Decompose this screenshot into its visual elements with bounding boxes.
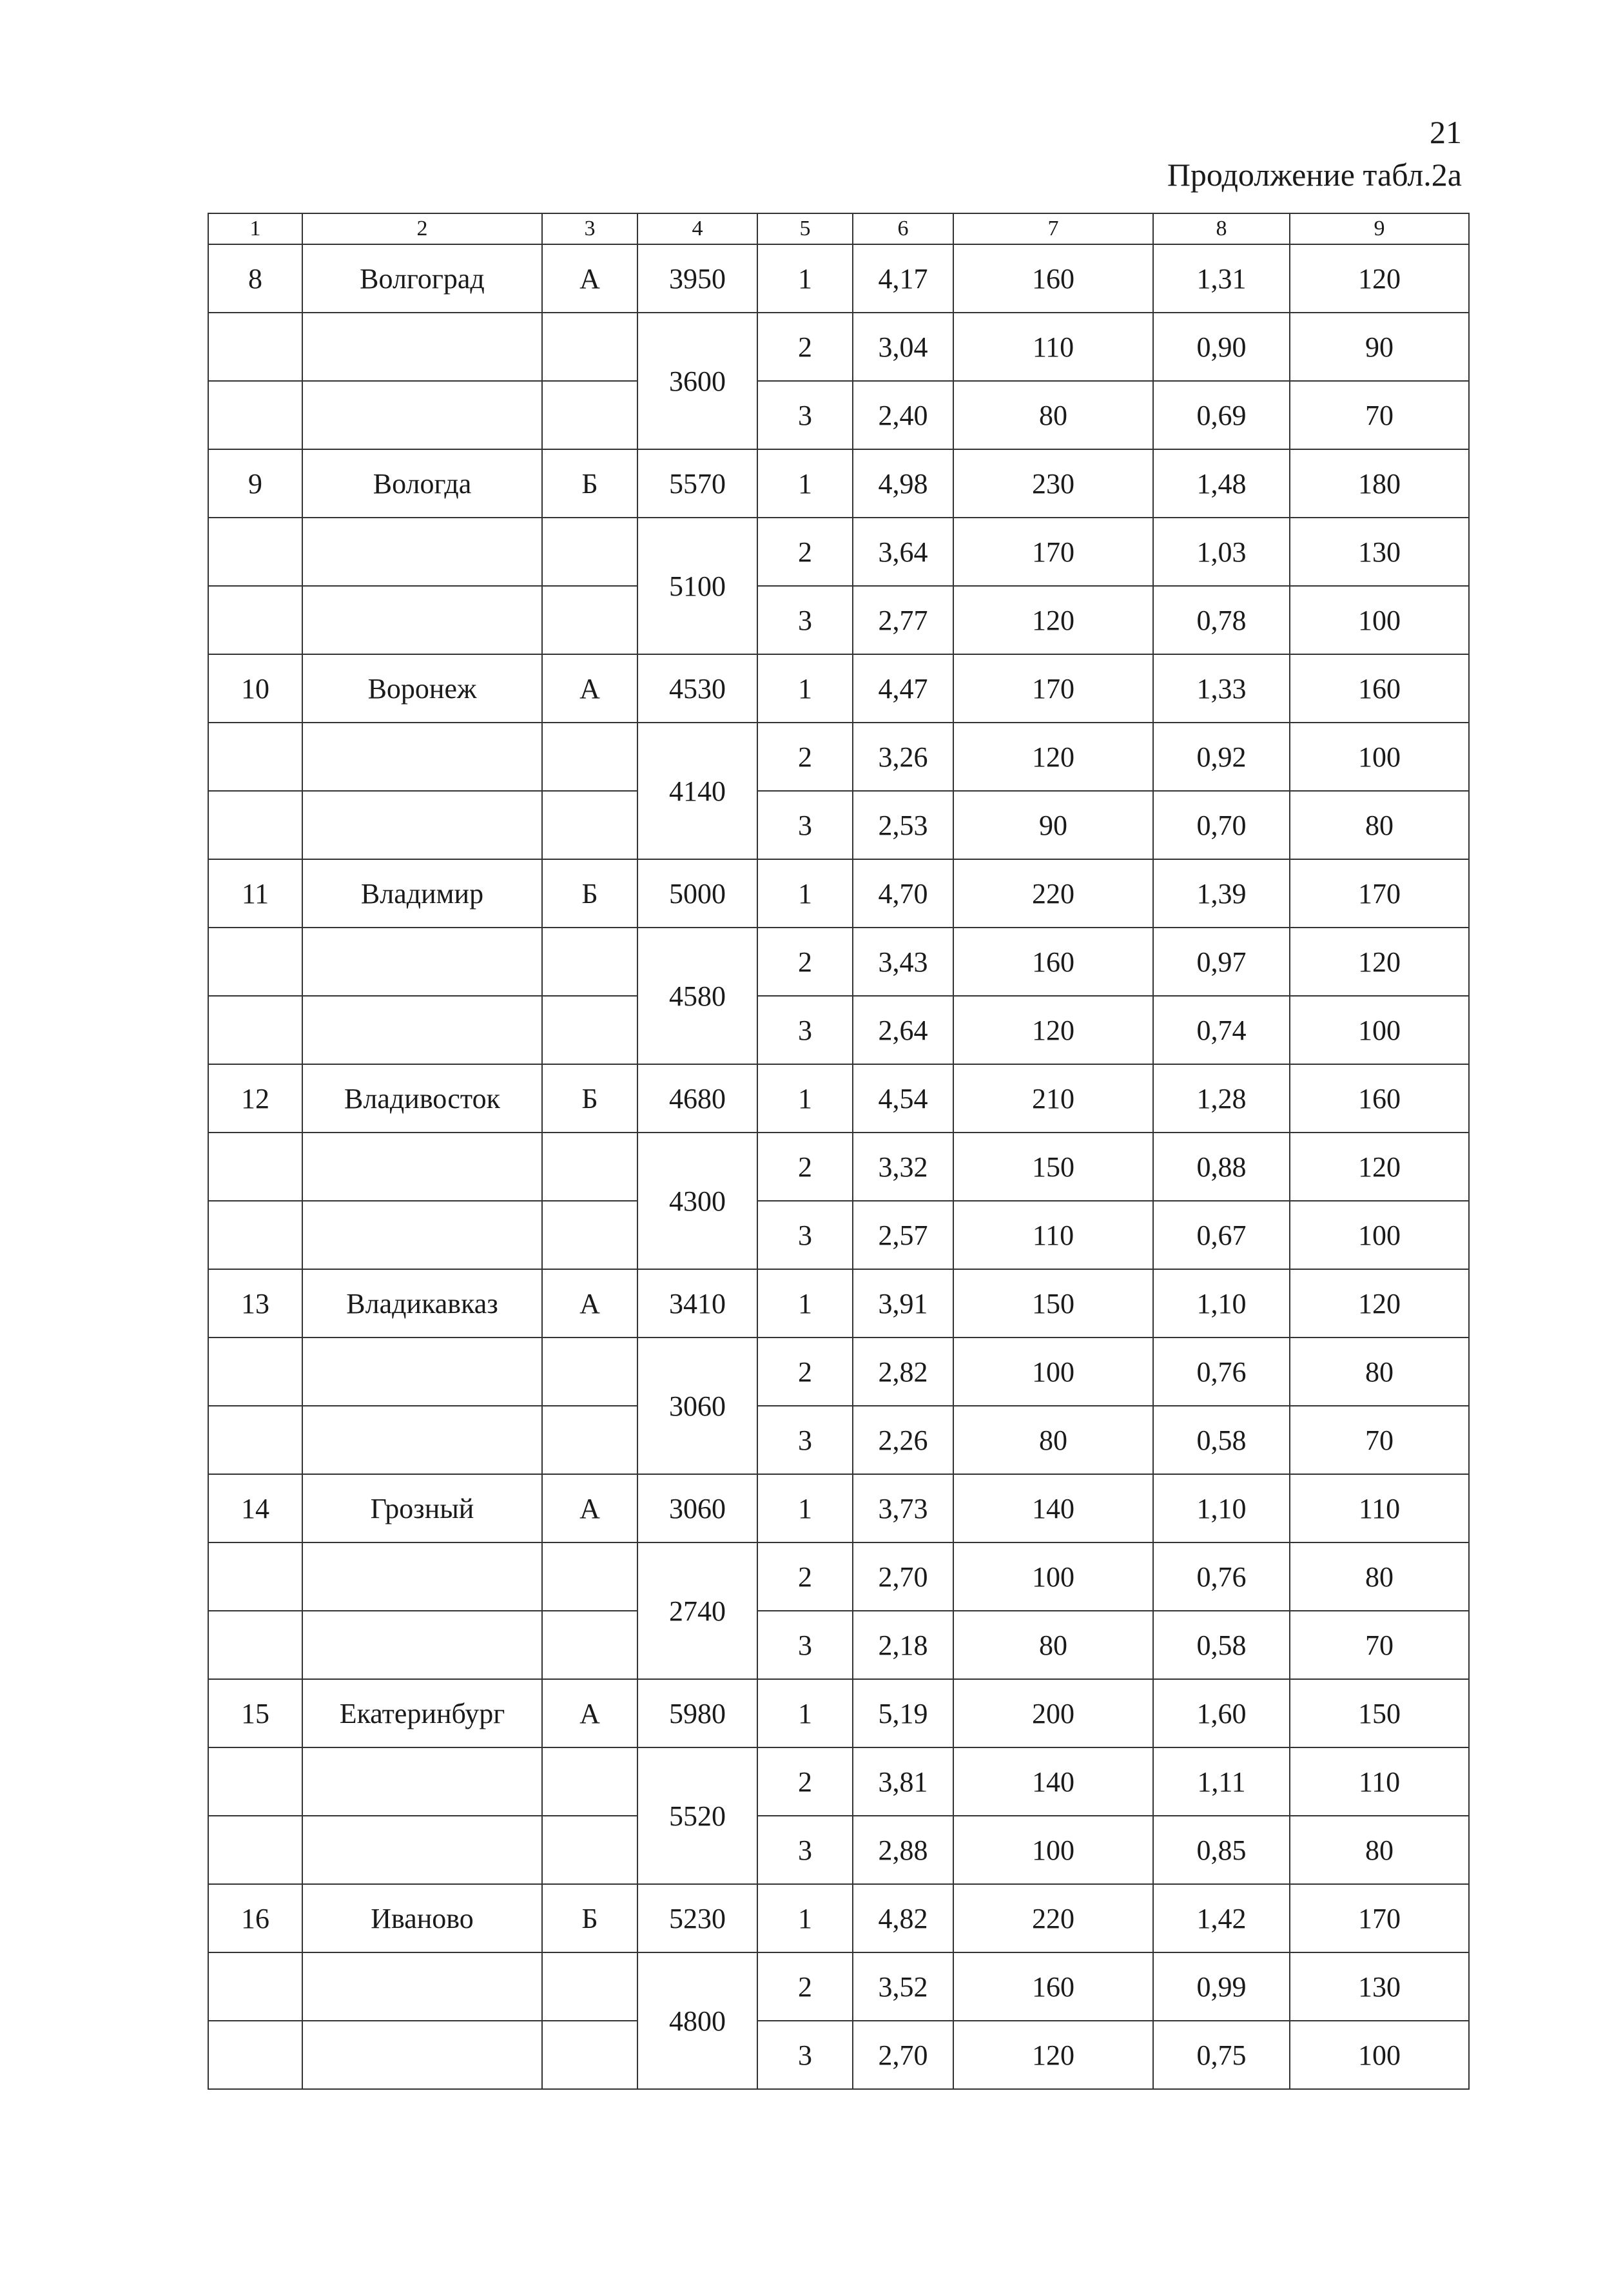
value-c5-cell: 1 (757, 1474, 853, 1542)
column-number-1: 1 (208, 213, 302, 244)
value-c6-cell: 2,53 (853, 791, 953, 859)
table-row (208, 1133, 1469, 1201)
city-cell: Владивосток (302, 1064, 542, 1133)
value-c7-cell: 90 (953, 791, 1153, 859)
value-c8-cell: 1,42 (1153, 1884, 1290, 1952)
value-c7-cell: 170 (953, 518, 1153, 586)
value-c8-cell: 1,11 (1153, 1747, 1290, 1816)
table-row (208, 1679, 1469, 1747)
value-c6-cell: 2,18 (853, 1611, 953, 1679)
value-c7-cell: 170 (953, 654, 1153, 723)
empty-cell (302, 2021, 542, 2089)
empty-cell (542, 1406, 637, 1474)
column-number-2: 2 (302, 213, 542, 244)
value-c6-cell: 2,70 (853, 2021, 953, 2089)
value-c6-cell: 3,43 (853, 928, 953, 996)
value-c7-cell: 100 (953, 1542, 1153, 1611)
empty-cell (542, 1542, 637, 1611)
table-row (208, 1406, 1469, 1474)
value-col4-cell: 5230 (637, 1884, 757, 1952)
empty-cell (208, 313, 302, 381)
value-c7-cell: 230 (953, 449, 1153, 518)
value-c5-cell: 3 (757, 791, 853, 859)
value-c6-cell: 4,54 (853, 1064, 953, 1133)
row-number-cell: 15 (208, 1679, 302, 1747)
value-c9-cell: 100 (1290, 723, 1469, 791)
row-number-cell: 14 (208, 1474, 302, 1542)
value-c9-cell: 100 (1290, 586, 1469, 654)
empty-cell (302, 313, 542, 381)
value-c6-cell: 5,19 (853, 1679, 953, 1747)
value-c5-cell: 3 (757, 381, 853, 449)
value-c5-cell: 1 (757, 1679, 853, 1747)
value-c8-cell: 0,97 (1153, 928, 1290, 996)
value-c9-cell: 150 (1290, 1679, 1469, 1747)
row-number-cell: 11 (208, 859, 302, 928)
value-col4-cell: 5570 (637, 449, 757, 518)
value-col4-merged-cell: 4800 (637, 1952, 757, 2089)
value-c8-cell: 1,03 (1153, 518, 1290, 586)
value-col4-cell: 3950 (637, 244, 757, 313)
value-c9-cell: 130 (1290, 518, 1469, 586)
empty-cell (542, 791, 637, 859)
value-c5-cell: 2 (757, 1542, 853, 1611)
value-c8-cell: 0,90 (1153, 313, 1290, 381)
empty-cell (302, 1542, 542, 1611)
value-c9-cell: 120 (1290, 928, 1469, 996)
value-c8-cell: 0,78 (1153, 586, 1290, 654)
empty-cell (302, 723, 542, 791)
value-c5-cell: 1 (757, 859, 853, 928)
value-c9-cell: 100 (1290, 2021, 1469, 2089)
value-c7-cell: 120 (953, 996, 1153, 1064)
value-c8-cell: 0,70 (1153, 791, 1290, 859)
value-c8-cell: 1,10 (1153, 1269, 1290, 1338)
empty-cell (302, 791, 542, 859)
table-row (208, 1338, 1469, 1406)
value-c8-cell: 1,33 (1153, 654, 1290, 723)
value-c8-cell: 0,85 (1153, 1816, 1290, 1884)
value-c9-cell: 130 (1290, 1952, 1469, 2021)
empty-cell (208, 381, 302, 449)
value-c9-cell: 80 (1290, 1542, 1469, 1611)
value-c5-cell: 3 (757, 1406, 853, 1474)
table-row (208, 1064, 1469, 1133)
data-table (208, 213, 1470, 2090)
empty-cell (302, 928, 542, 996)
value-c7-cell: 120 (953, 723, 1153, 791)
value-c6-cell: 2,77 (853, 586, 953, 654)
value-c7-cell: 80 (953, 381, 1153, 449)
value-c6-cell: 2,70 (853, 1542, 953, 1611)
table-row (208, 654, 1469, 723)
empty-cell (208, 928, 302, 996)
empty-cell (542, 1611, 637, 1679)
column-number-row (208, 213, 1469, 244)
category-cell: А (542, 1679, 637, 1747)
empty-cell (542, 1338, 637, 1406)
column-number-4: 4 (637, 213, 757, 244)
empty-cell (208, 1133, 302, 1201)
value-c9-cell: 90 (1290, 313, 1469, 381)
value-c9-cell: 120 (1290, 244, 1469, 313)
empty-cell (208, 1747, 302, 1816)
row-number-cell: 12 (208, 1064, 302, 1133)
value-c9-cell: 170 (1290, 1884, 1469, 1952)
empty-cell (208, 1406, 302, 1474)
value-c6-cell: 4,17 (853, 244, 953, 313)
empty-cell (542, 723, 637, 791)
empty-cell (208, 1201, 302, 1269)
table-caption: Продолжение табл.2а (1167, 157, 1462, 193)
value-c6-cell: 2,26 (853, 1406, 953, 1474)
value-c5-cell: 3 (757, 996, 853, 1064)
row-number-cell: 8 (208, 244, 302, 313)
empty-cell (302, 1406, 542, 1474)
value-c6-cell: 2,64 (853, 996, 953, 1064)
value-c5-cell: 2 (757, 1133, 853, 1201)
category-cell: А (542, 1474, 637, 1542)
value-c7-cell: 160 (953, 1952, 1153, 2021)
value-c8-cell: 0,76 (1153, 1542, 1290, 1611)
table-row (208, 518, 1469, 586)
value-col4-merged-cell: 4580 (637, 928, 757, 1064)
column-number-5: 5 (757, 213, 853, 244)
empty-cell (208, 996, 302, 1064)
value-c6-cell: 4,98 (853, 449, 953, 518)
value-c8-cell: 1,10 (1153, 1474, 1290, 1542)
city-cell: Волгоград (302, 244, 542, 313)
category-cell: Б (542, 1064, 637, 1133)
value-c9-cell: 120 (1290, 1133, 1469, 1201)
row-number-cell: 16 (208, 1884, 302, 1952)
value-c7-cell: 110 (953, 1201, 1153, 1269)
value-c5-cell: 1 (757, 1884, 853, 1952)
category-cell: А (542, 244, 637, 313)
empty-cell (302, 1816, 542, 1884)
value-c6-cell: 3,81 (853, 1747, 953, 1816)
value-c8-cell: 0,99 (1153, 1952, 1290, 2021)
empty-cell (208, 1611, 302, 1679)
empty-cell (302, 381, 542, 449)
column-number-3: 3 (542, 213, 637, 244)
empty-cell (302, 1611, 542, 1679)
category-cell: А (542, 1269, 637, 1338)
table-row (208, 1747, 1469, 1816)
value-c6-cell: 4,82 (853, 1884, 953, 1952)
value-c5-cell: 3 (757, 1201, 853, 1269)
value-c7-cell: 210 (953, 1064, 1153, 1133)
empty-cell (542, 518, 637, 586)
empty-cell (542, 381, 637, 449)
value-c7-cell: 140 (953, 1747, 1153, 1816)
value-c8-cell: 0,88 (1153, 1133, 1290, 1201)
value-c8-cell: 0,92 (1153, 723, 1290, 791)
value-c6-cell: 4,47 (853, 654, 953, 723)
table-row (208, 996, 1469, 1064)
empty-cell (302, 586, 542, 654)
value-col4-cell: 4530 (637, 654, 757, 723)
table-row (208, 1952, 1469, 2021)
value-c8-cell: 0,74 (1153, 996, 1290, 1064)
empty-cell (542, 996, 637, 1064)
value-c6-cell: 3,26 (853, 723, 953, 791)
value-c9-cell: 80 (1290, 1816, 1469, 1884)
value-c5-cell: 2 (757, 1952, 853, 2021)
value-c6-cell: 3,73 (853, 1474, 953, 1542)
value-col4-merged-cell: 5100 (637, 518, 757, 654)
value-c5-cell: 3 (757, 1816, 853, 1884)
table-row (208, 928, 1469, 996)
table-row (208, 244, 1469, 313)
value-col4-cell: 3060 (637, 1474, 757, 1542)
value-c7-cell: 160 (953, 244, 1153, 313)
table-row (208, 586, 1469, 654)
table-row (208, 1269, 1469, 1338)
empty-cell (208, 791, 302, 859)
value-c8-cell: 1,39 (1153, 859, 1290, 928)
value-col4-cell: 4680 (637, 1064, 757, 1133)
value-c6-cell: 2,82 (853, 1338, 953, 1406)
city-cell: Владикавказ (302, 1269, 542, 1338)
value-c5-cell: 2 (757, 518, 853, 586)
value-c7-cell: 150 (953, 1133, 1153, 1201)
table-row (208, 313, 1469, 381)
empty-cell (542, 1133, 637, 1201)
column-number-8: 8 (1153, 213, 1290, 244)
table-row (208, 791, 1469, 859)
value-c7-cell: 200 (953, 1679, 1153, 1747)
value-col4-cell: 5980 (637, 1679, 757, 1747)
empty-cell (542, 1952, 637, 2021)
value-c8-cell: 1,60 (1153, 1679, 1290, 1747)
value-c7-cell: 140 (953, 1474, 1153, 1542)
value-c8-cell: 0,69 (1153, 381, 1290, 449)
table-row (208, 859, 1469, 928)
category-cell: А (542, 654, 637, 723)
value-c5-cell: 2 (757, 928, 853, 996)
value-c9-cell: 100 (1290, 1201, 1469, 1269)
table-row (208, 1884, 1469, 1952)
empty-cell (302, 1952, 542, 2021)
empty-cell (542, 313, 637, 381)
page-number: 21 (1430, 114, 1462, 150)
value-c9-cell: 110 (1290, 1474, 1469, 1542)
empty-cell (542, 1747, 637, 1816)
category-cell: Б (542, 1884, 637, 1952)
value-c8-cell: 0,58 (1153, 1611, 1290, 1679)
empty-cell (302, 996, 542, 1064)
value-c5-cell: 1 (757, 1269, 853, 1338)
value-c8-cell: 1,31 (1153, 244, 1290, 313)
value-c8-cell: 0,58 (1153, 1406, 1290, 1474)
value-c6-cell: 3,32 (853, 1133, 953, 1201)
value-col4-cell: 5000 (637, 859, 757, 928)
value-c7-cell: 100 (953, 1816, 1153, 1884)
empty-cell (302, 1133, 542, 1201)
value-c6-cell: 2,88 (853, 1816, 953, 1884)
table-row (208, 449, 1469, 518)
empty-cell (542, 2021, 637, 2089)
value-c9-cell: 80 (1290, 791, 1469, 859)
value-c8-cell: 1,48 (1153, 449, 1290, 518)
value-c5-cell: 1 (757, 244, 853, 313)
value-c7-cell: 160 (953, 928, 1153, 996)
table-row (208, 2021, 1469, 2089)
value-c8-cell: 0,67 (1153, 1201, 1290, 1269)
value-c5-cell: 1 (757, 654, 853, 723)
value-c9-cell: 70 (1290, 1611, 1469, 1679)
city-cell: Грозный (302, 1474, 542, 1542)
empty-cell (302, 518, 542, 586)
value-c5-cell: 3 (757, 2021, 853, 2089)
value-c9-cell: 170 (1290, 859, 1469, 928)
value-c7-cell: 110 (953, 313, 1153, 381)
empty-cell (208, 723, 302, 791)
city-cell: Владимир (302, 859, 542, 928)
value-c6-cell: 4,70 (853, 859, 953, 928)
value-c5-cell: 2 (757, 723, 853, 791)
empty-cell (208, 586, 302, 654)
table-row (208, 1816, 1469, 1884)
empty-cell (208, 1542, 302, 1611)
value-c5-cell: 3 (757, 586, 853, 654)
column-number-7: 7 (953, 213, 1153, 244)
value-c7-cell: 120 (953, 586, 1153, 654)
value-c8-cell: 0,76 (1153, 1338, 1290, 1406)
table-row (208, 381, 1469, 449)
empty-cell (208, 1816, 302, 1884)
city-cell: Екатеринбург (302, 1679, 542, 1747)
column-number-6: 6 (853, 213, 953, 244)
value-c5-cell: 2 (757, 313, 853, 381)
table-row (208, 1201, 1469, 1269)
value-c6-cell: 3,04 (853, 313, 953, 381)
value-c5-cell: 2 (757, 1338, 853, 1406)
table-row (208, 1474, 1469, 1542)
value-c7-cell: 120 (953, 2021, 1153, 2089)
value-c8-cell: 1,28 (1153, 1064, 1290, 1133)
city-cell: Иваново (302, 1884, 542, 1952)
row-number-cell: 10 (208, 654, 302, 723)
empty-cell (302, 1747, 542, 1816)
value-c6-cell: 2,57 (853, 1201, 953, 1269)
value-c7-cell: 220 (953, 1884, 1153, 1952)
table-row (208, 1542, 1469, 1611)
table-row (208, 1611, 1469, 1679)
value-c6-cell: 3,91 (853, 1269, 953, 1338)
empty-cell (542, 586, 637, 654)
value-c8-cell: 0,75 (1153, 2021, 1290, 2089)
value-c7-cell: 100 (953, 1338, 1153, 1406)
value-c9-cell: 110 (1290, 1747, 1469, 1816)
value-col4-merged-cell: 4300 (637, 1133, 757, 1269)
value-col4-cell: 3410 (637, 1269, 757, 1338)
empty-cell (208, 518, 302, 586)
row-number-cell: 9 (208, 449, 302, 518)
value-col4-merged-cell: 4140 (637, 723, 757, 859)
value-c6-cell: 2,40 (853, 381, 953, 449)
empty-cell (208, 1338, 302, 1406)
city-cell: Вологда (302, 449, 542, 518)
value-c9-cell: 70 (1290, 1406, 1469, 1474)
column-number-9: 9 (1290, 213, 1469, 244)
value-c5-cell: 2 (757, 1747, 853, 1816)
value-c7-cell: 150 (953, 1269, 1153, 1338)
empty-cell (302, 1201, 542, 1269)
empty-cell (208, 1952, 302, 2021)
value-c9-cell: 180 (1290, 449, 1469, 518)
value-col4-merged-cell: 3060 (637, 1338, 757, 1474)
empty-cell (302, 1338, 542, 1406)
value-c5-cell: 1 (757, 1064, 853, 1133)
value-col4-merged-cell: 2740 (637, 1542, 757, 1679)
value-c7-cell: 80 (953, 1406, 1153, 1474)
category-cell: Б (542, 859, 637, 928)
value-c9-cell: 100 (1290, 996, 1469, 1064)
empty-cell (542, 1816, 637, 1884)
value-c5-cell: 1 (757, 449, 853, 518)
value-c6-cell: 3,64 (853, 518, 953, 586)
value-c6-cell: 3,52 (853, 1952, 953, 2021)
value-c9-cell: 160 (1290, 1064, 1469, 1133)
value-c7-cell: 220 (953, 859, 1153, 928)
empty-cell (208, 2021, 302, 2089)
row-number-cell: 13 (208, 1269, 302, 1338)
value-c7-cell: 80 (953, 1611, 1153, 1679)
value-col4-merged-cell: 5520 (637, 1747, 757, 1884)
category-cell: Б (542, 449, 637, 518)
value-c5-cell: 3 (757, 1611, 853, 1679)
empty-cell (542, 1201, 637, 1269)
table-row (208, 723, 1469, 791)
value-c9-cell: 80 (1290, 1338, 1469, 1406)
value-c9-cell: 70 (1290, 381, 1469, 449)
empty-cell (542, 928, 637, 996)
value-c9-cell: 160 (1290, 654, 1469, 723)
value-c9-cell: 120 (1290, 1269, 1469, 1338)
city-cell: Воронеж (302, 654, 542, 723)
value-col4-merged-cell: 3600 (637, 313, 757, 449)
